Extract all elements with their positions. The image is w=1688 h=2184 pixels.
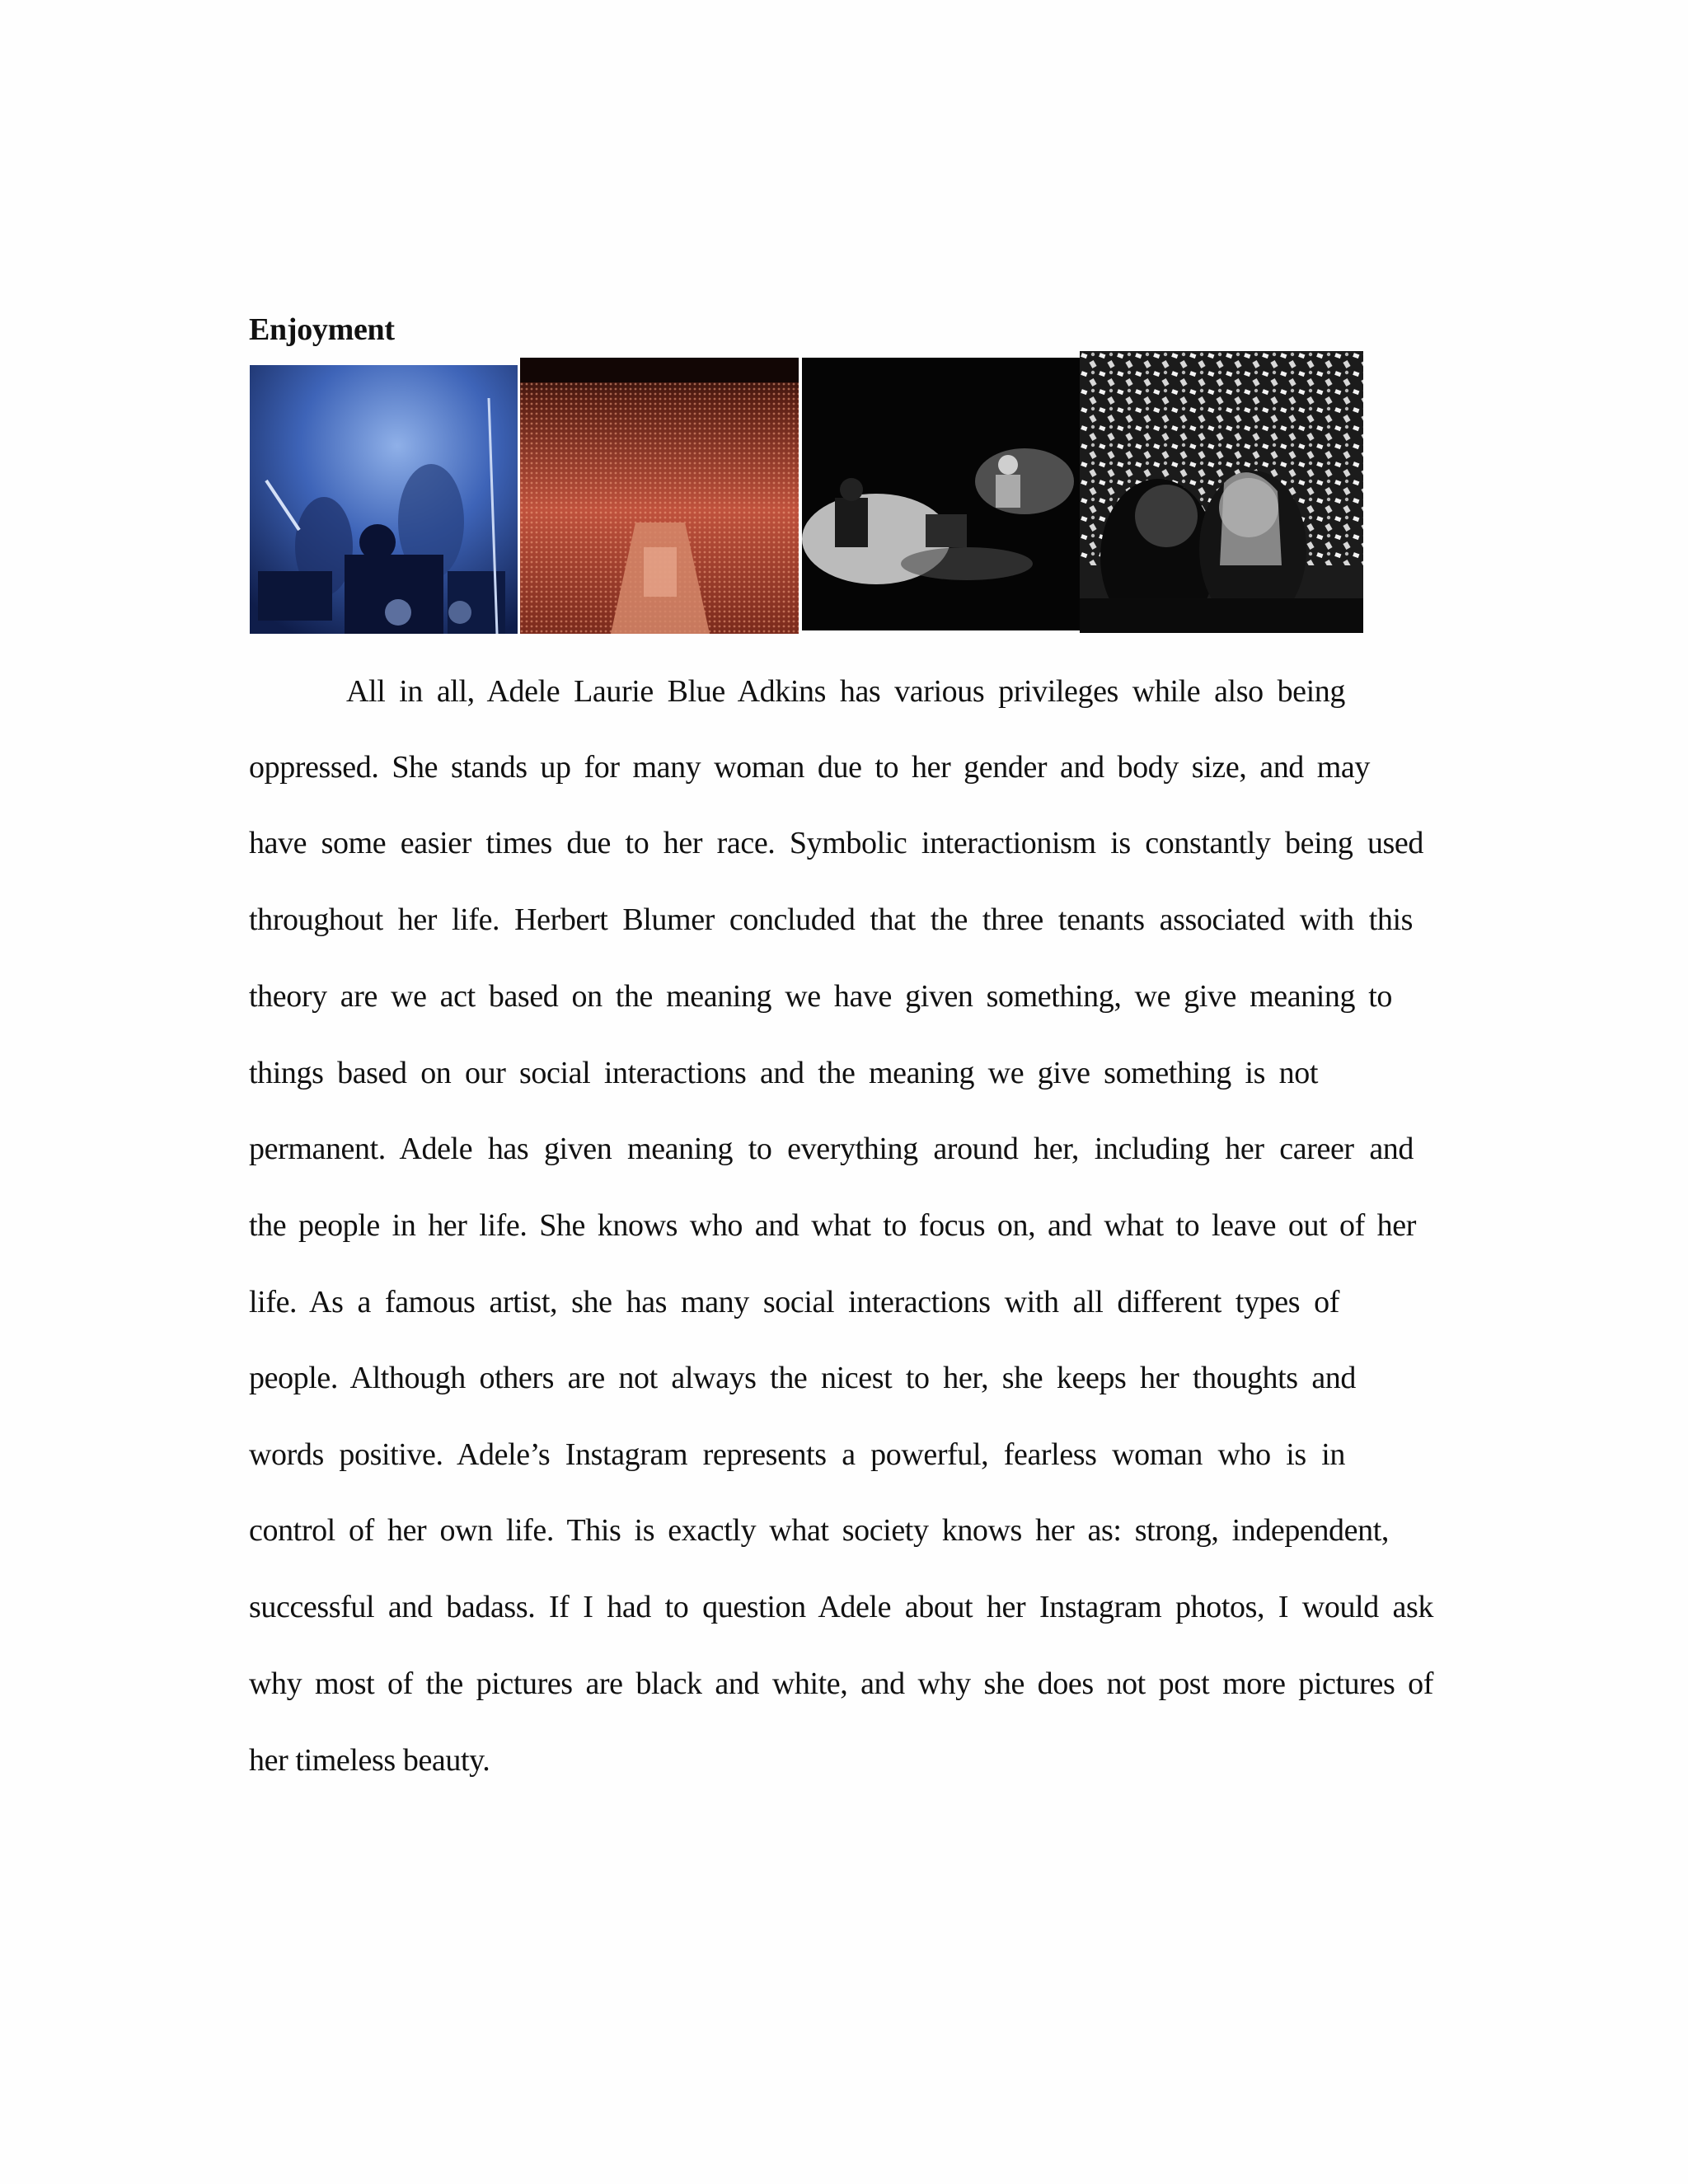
concert-silhouette-photo [250,365,518,634]
paragraph-line: control of her own life. This is exactly what society knows her as: strong, independent, [249,1513,1389,1548]
stage-performance-photo [802,358,1080,630]
paragraph-line: why most of the pictures are black and white, and why she does not post more pictures of [249,1666,1433,1701]
paragraph-line: have some easier times due to her race. Symbolic interactionism is constantly being used [249,826,1423,860]
paragraph-line: people. Although others are not always the nicest to her, she keeps her thoughts and [249,1361,1356,1395]
paragraph-line: throughout her life. Herbert Blumer concluded that the three tenants associated with this [249,902,1413,937]
arena-crowd-photo [520,358,799,634]
paragraph-line: her timeless beauty. [249,1743,490,1778]
paragraph-line: words positive. Adele’s Instagram represents a powerful, fearless woman who is in [249,1437,1345,1472]
paragraph-line: theory are we act based on the meaning we have given something, we give meaning to [249,979,1392,1014]
paragraph-line: All in all, Adele Laurie Blue Adkins has various privileges while also being [346,674,1345,709]
paragraph-line: oppressed. She stands up for many woman due to her gender and body size, and may [249,750,1370,785]
section-heading: Enjoyment [249,312,395,347]
couple-black-white-photo [1080,351,1363,633]
paragraph-line: successful and badass. If I had to question Adele about her Instagram photos, I would ask [249,1590,1433,1624]
paragraph-line: life. As a famous artist, she has many social interactions with all different types of [249,1285,1339,1319]
paragraph-line: things based on our social interactions and the meaning we give something is not [249,1056,1318,1090]
paragraph-line: the people in her life. She knows who and what to focus on, and what to leave out of her [249,1208,1416,1243]
paragraph-line: permanent. Adele has given meaning to everything around her, including her career and [249,1132,1414,1166]
